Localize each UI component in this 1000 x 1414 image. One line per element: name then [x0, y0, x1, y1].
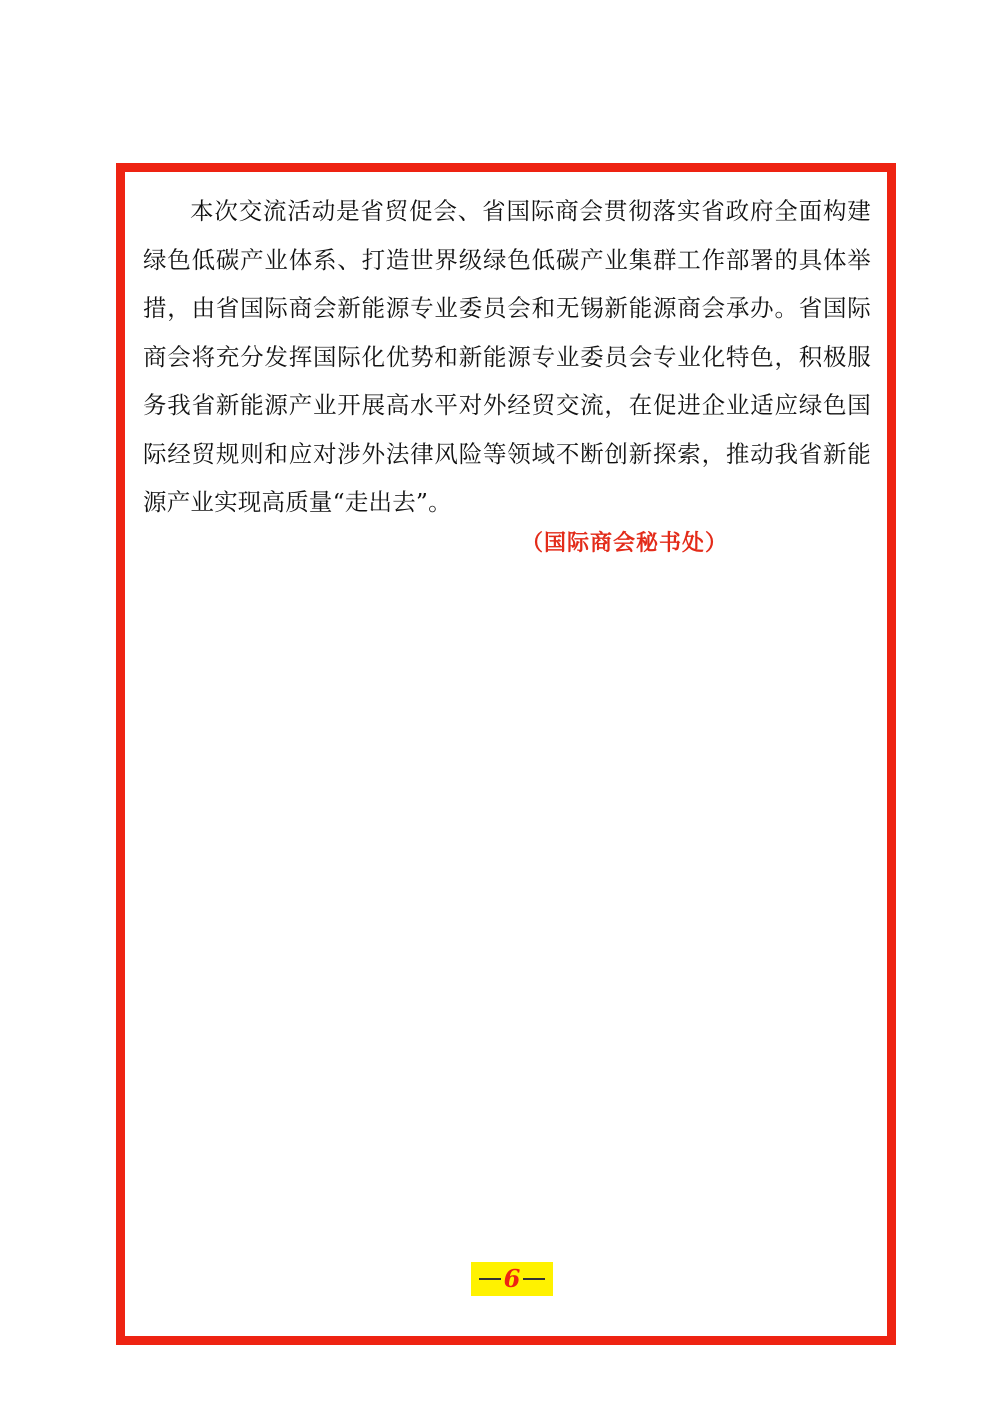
- page-border-frame: [116, 163, 896, 1345]
- article-paragraph: 本次交流活动是省贸促会、省国际商会贯彻落实省政府全面构建绿色低碳产业体系、打造世界级绿色低碳产业集群工作部署的具体举措，由省国际商会新能源专业委员会和无锡新能源商会承办。省国际商会将充分发挥国际化优势和新能源专业委员会专业化特色，积极服务我省新能源产业开展高水平对外经贸交流，在促进企业适应绿色国际经贸规则和应对涉外法律风险等领域不断创新探索，推动我省新能源产业实现高质量“走出去”。: [143, 197, 871, 516]
- right-dash-divider: [523, 1278, 545, 1280]
- page-number-badge: [471, 1262, 553, 1296]
- signature-department: （国际商会秘书处）: [521, 531, 729, 556]
- page-number: 6: [503, 1264, 521, 1293]
- left-dash-divider: [479, 1278, 501, 1280]
